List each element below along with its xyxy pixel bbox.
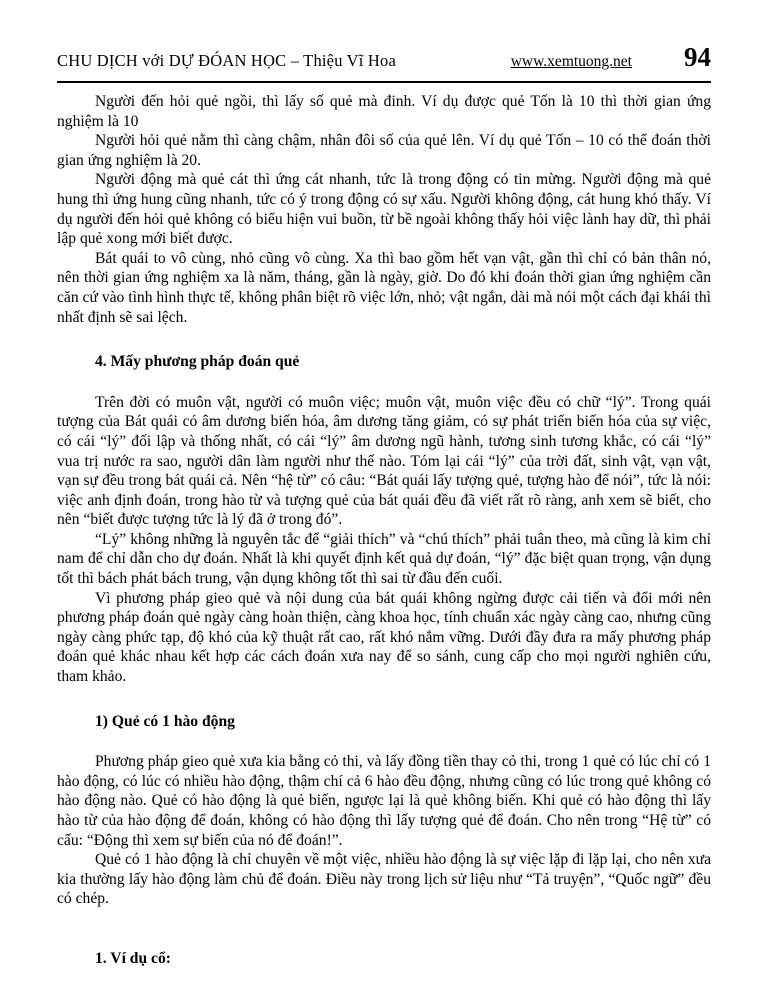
paragraph: Quẻ có 1 hào động là chỉ chuyên về một việc, nhiều hào động là sự việc lặp đi lặp lại, cho nên xưa kia thường lấy hào động làm chủ để đoán. Điều này trong lịch sử liệu như “Tả truyện”, “Quốc ngữ” đều có chép. [57, 851, 711, 908]
page-body [57, 92, 711, 969]
book-title: CHU DỊCH với DỰ ĐÓAN HỌC – Thiệu Vĩ Hoa [57, 51, 397, 70]
section-heading: 1) Quẻ có 1 hào động [95, 712, 235, 730]
paragraph: Người hỏi quẻ nằm thì càng chậm, nhân đôi số của quẻ lên. Ví dụ quẻ Tốn – 10 có thể đoán thời gian ứng nghiệm là 20. [57, 132, 711, 169]
website-link[interactable]: www.xemtuong.net [510, 53, 632, 70]
section-heading: 1. Ví dụ cổ: [95, 949, 171, 967]
page-header [57, 44, 711, 83]
paragraph: Vì phương pháp gieo quẻ và nội dung của bát quái không ngừng được cải tiến và đổi mới nên phương pháp đoán quẻ ngày càng hoàn thiện, càng khoa học, tính chuẩn xác ngày càng cao, nhưng cũng ngày càng phức tạp, độ khó của kỹ thuật rất cao, rất khó nắm vững. Dưới đầy đưa ra mấy phương pháp đoán quẻ khác nhau kết hợp các cách đoán xưa nay để so sánh, cung cấp cho mọi người nghiên cứu, tham khảo. [57, 589, 711, 686]
paragraph: Phương pháp gieo quẻ xưa kia bằng cỏ thi, và lấy đồng tiền thay cỏ thi, trong 1 quẻ có lúc chỉ có 1 hào động, có lúc có nhiều hào động, thậm chí cả 6 hào đều động, nhưng cũng có lúc trong quẻ không có hào động nào. Quẻ có hào động là quẻ biến, ngược lại là quẻ không biến. Khi quẻ có hào động thì lấy hào từ của hào động để đoán, không có hào động thì lấy tượng quẻ để đoán. Cho nên trong “Hệ từ” có cấu: “Động thì xem sự biến của nó để đoán!”. [57, 753, 711, 849]
paragraph: Bát quái to vô cùng, nhỏ cũng vô cùng. Xa thì bao gồm hết vạn vật, gần thì chỉ có bản thân nó, nên thời gian ứng nghiệm xa là năm, tháng, gần là ngày, giờ. Do đó khi đoán thời gian ứng nghiệm cần căn cứ vào tình hình thực tế, không phân biệt rõ việc lớn, nhỏ; vật ngắn, dài mà nói một cách đại khái thì nhất định sẽ sai lệch. [57, 249, 711, 326]
paragraph: Trên đời có muôn vật, người có muôn việc; muôn vật, muôn việc đều có chữ “lý”. Trong quái tượng của Bát quái có âm dương biến hóa, âm dương tăng giảm, có sự phát triển biến hóa của sự việc, có cái “lý” đối lập và thống nhất, có cái “lý” âm dương ngũ hành, tương sinh tương khắc, có cái “lý” vua trị nước ra sao, người dân làm người như thế nào. Tóm lại cái “lý” của trời đất, sinh vật, vạn vật, vạn sự đều trong bát quái cả. Nên “hệ từ” có câu: “Bát quái lấy tượng quẻ, tượng hào để nói”, tức là nói: việc anh định đoán, trong hào từ và tượng quẻ của bát quái đều đã viết rất rõ ràng, anh xem sẽ biết, cho nên “biết được tượng tức là lý đã ở trong đó”. [57, 393, 711, 529]
paragraph: Người động mà quẻ cát thì ứng cát nhanh, tức là trong động có tin mừng. Người động mà quẻ hung thì ứng hung cũng nhanh, tức có ý trong động có sự xấu. Người không động, cát hung khó thấy. Ví dụ người đến hỏi quẻ không có biểu hiện vui buồn, từ bề ngoài không thấy hỏi việc lành hay dữ, thì phải lập quẻ xong mới biết được. [57, 171, 711, 248]
page-number: 94 [684, 42, 711, 72]
paragraph: Người đến hỏi quẻ ngồi, thì lấy số quẻ mà đinh. Ví dụ được quẻ Tốn là 10 thì thời gian ứng nghiệm là 10 [57, 93, 711, 130]
paragraph: “Lý” không những là nguyên tắc để “giải thích” và “chú thích” phải tuân theo, mà cũng là kim chỉ nam để chỉ dẫn cho dự đoán. Nhất là khi quyết định kết quả dự đoán, “lý” đặc biệt quan trọng, vận dụng tốt thì bách phát bách trung, vận dụng không tốt thì sai từ đầu đến cuối. [57, 530, 711, 588]
section-heading: 4. Mấy phương pháp đoán quẻ [95, 353, 300, 371]
